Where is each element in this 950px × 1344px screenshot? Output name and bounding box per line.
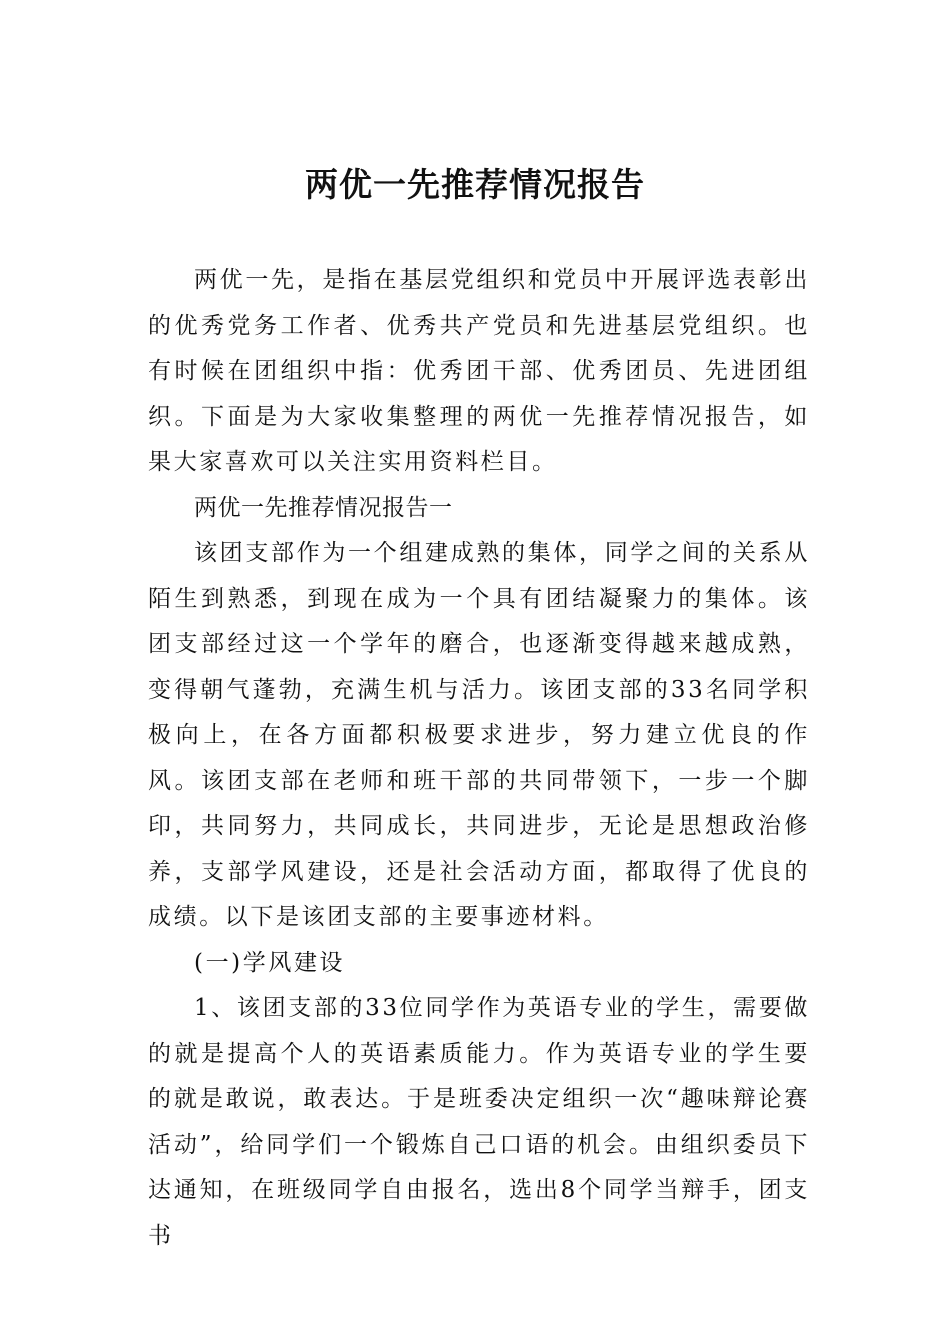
document-body bbox=[148, 258, 810, 1259]
subheading-study-style: (一)学风建设 bbox=[194, 949, 346, 976]
body-paragraph-1: 该团支部作为一个组建成熟的集体，同学之间的关系从陌生到熟悉，到现在成为一个具有团结凝聚力的集体。该团支部经过这一个学年的磨合，也逐渐变得越来越成熟，变得朝气蓬勃，充满生机与活力。该团支部的33名同学积极向上，在各方面都积极要求进步，努力建立优良的作风。该团支部在老师和班干部的共同带领下，一步一个脚印，共同努力，共同成长，共同进步，无论是思想政治修养，支部学风建设，还是社会活动方面，都取得了优良的成绩。以下是该团支部的主要事迹材料。 bbox=[148, 540, 810, 930]
intro-paragraph: 两优一先，是指在基层党组织和党员中开展评选表彰出的优秀党务工作者、优秀共产党员和先进基层党组织。也有时候在团组织中指：优秀团干部、优秀团员、先进团组织。下面是为大家收集整理的两优一先推荐情况报告，如果大家喜欢可以关注实用资料栏目。 bbox=[148, 267, 810, 475]
section-heading: 两优一先推荐情况报告一 bbox=[194, 494, 453, 521]
body-paragraph-2: 1、该团支部的33位同学作为英语专业的学生，需要做的就是提高个人的英语素质能力。作为英语专业的学生要的就是敢说，敢表达。于是班委决定组织一次“趣味辩论赛活动”，给同学们一个锻炼自己口语的机会。由组织委员下达通知，在班级同学自由报名，选出8个同学当辩手，团支书 bbox=[148, 995, 810, 1249]
document-title: 两优一先推荐情况报告 bbox=[305, 165, 645, 204]
